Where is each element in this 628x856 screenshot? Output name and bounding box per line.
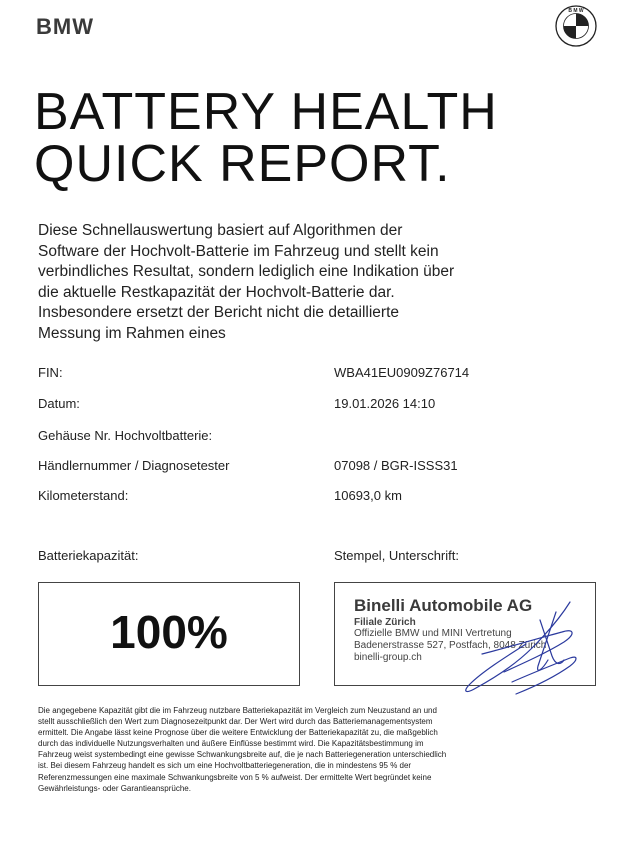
field-label-fin: FIN: — [38, 365, 63, 380]
handwritten-signature — [452, 596, 592, 700]
intro-paragraph: Diese Schnellauswertung basiert auf Algorithmen der Software der Hochvolt-Batterie im Fahrzeug und stellt kein verbindliches Resultat, sondern lediglich eine Indikation über die aktuelle Restkapazität der Hochvolt-Batterie dar. Insbesondere ersetzt der Bericht nicht die detaillierte Messung im Rahmen eines — [38, 222, 455, 342]
disclaimer-text: Die angegebene Kapazität gibt die im Fahrzeug nutzbare Batteriekapazität im Vergleich zum Neuzustand an und stellt ausschließlich den Wert zum Diagnosezeitpunkt dar. Der Wert wird durch das Batteriemanagementsystem ermittelt. Die Angabe lässt keine Prognose über die weitere Entwicklung der Batteriekapazität zu, die maßgeblich durch das individuelle Nutzungsverhalten und äußere Einflüsse bestimmt wird. Die Kapazitätsbestimmung im Fahrzeug weist systembedingt eine gewisse Schwankungsbreite auf, die je nach Batteriegeneration unterschiedlich ist. Bei diesem Fahrzeug handelt es sich um eine Hochvoltbatteriegeneration, die in mindestens 95 % der Referenzmessungen eine maximale Schwankungsbreite von 5 % aufweist. Der ermittelte Wert begründet keine Gewährleistungs- oder Garantieansprüche. — [38, 706, 447, 793]
field-label-dealer-tester: Händlernummer / Diagnosetester — [38, 458, 230, 473]
bmw-wordmark: BMW — [36, 14, 94, 39]
field-value-mileage: 10693,0 km — [334, 488, 402, 503]
field-value-fin: WBA41EU0909Z76714 — [334, 365, 470, 380]
field-value-date: 19.01.2026 14:10 — [334, 396, 436, 411]
capacity-value: 100% — [110, 606, 228, 658]
field-value-dealer-tester: 07098 / BGR-ISSS31 — [334, 458, 458, 473]
stamp-label: Stempel, Unterschrift: — [334, 548, 459, 563]
capacity-box — [38, 582, 300, 686]
field-label-mileage: Kilometerstand: — [38, 488, 129, 503]
stamp-line-2: Badenerstrasse 527, Postfach, 8048 Zürich — [354, 640, 547, 651]
stamp-company: Binelli Automobile AG — [354, 596, 533, 615]
stamp-line-3: binelli-group.ch — [354, 652, 422, 663]
stamp-branch: Filiale Zürich — [354, 617, 416, 628]
field-label-date: Datum: — [38, 396, 80, 411]
report-title — [34, 83, 498, 193]
capacity-label: Batteriekapazität: — [38, 548, 139, 563]
stamp-line-1: Offizielle BMW und MINI Vertretung — [354, 628, 512, 639]
bmw-roundel-icon — [555, 5, 597, 47]
svg-text:B M W: B M W — [568, 8, 584, 15]
report-title-line-1: BATTERY HEALTH — [34, 83, 498, 141]
report-title-line-2: QUICK REPORT. — [34, 135, 451, 193]
field-label-battery-housing: Gehäuse Nr. Hochvoltbatterie: — [38, 428, 213, 443]
